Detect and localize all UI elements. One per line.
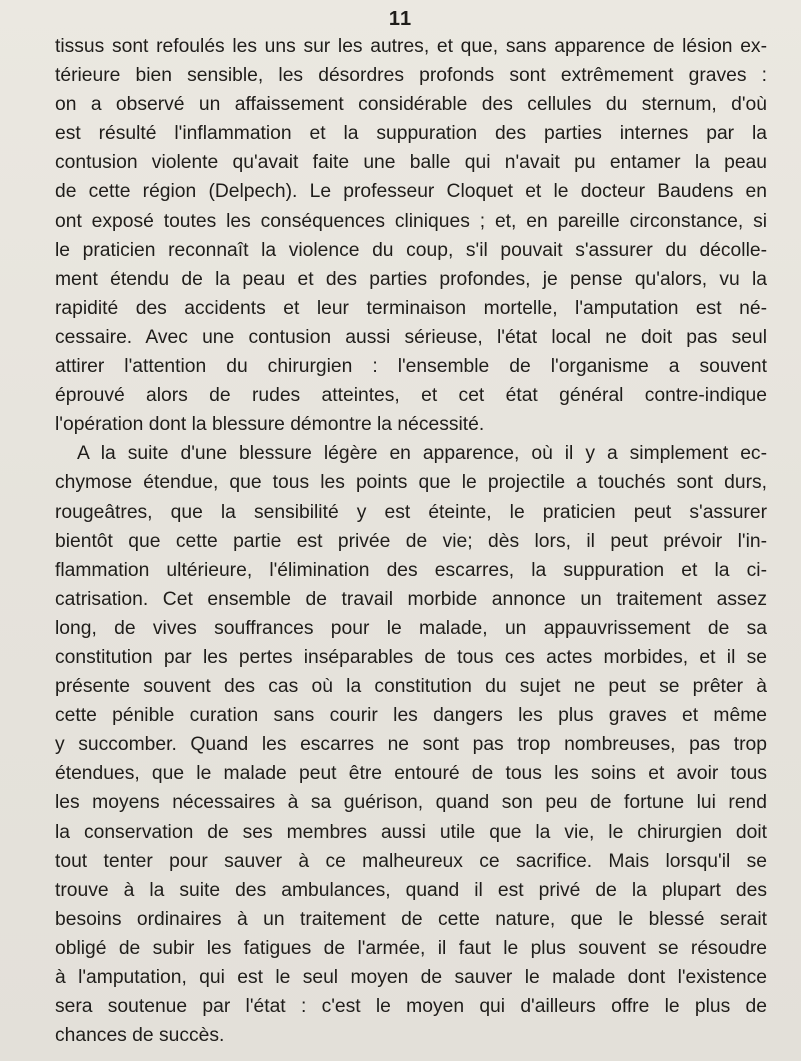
text-line: ment étendu de la peau et des parties profondes, je pense qu'alors, vu la (55, 268, 767, 290)
text-line: la conservation de ses membres aussi utile que la vie, le chirurgien doit (55, 821, 767, 843)
text-line: rapidité des accidents et leur terminaison mortelle, l'amputation est né- (55, 297, 767, 319)
text-line: rougeâtres, que la sensibilité y est éteinte, le praticien peut s'assurer (55, 501, 767, 523)
text-line: térieure bien sensible, les désordres profonds sont extrêmement graves : (55, 65, 767, 87)
text-line: étendues, que le malade peut être entouré de tous les soins et avoir tous (55, 763, 767, 785)
text-line: le praticien reconnaît la violence du coup, s'il pouvait s'assurer du décolle- (55, 239, 767, 261)
text-line: besoins ordinaires à un traitement de cette nature, que le blessé serait (55, 908, 767, 930)
text-line: tout tenter pour sauver à ce malheureux ce sacrifice. Mais lorsqu'il se (55, 850, 767, 872)
text-line: ont exposé toutes les conséquences cliniques ; et, en pareille circonstance, si (55, 210, 767, 232)
text-line: est résulté l'inflammation et la suppuration des parties internes par la (55, 123, 767, 145)
text-line: A la suite d'une blessure légère en apparence, où il y a simplement ec- (77, 443, 767, 465)
text-line: long, de vives souffrances pour le malade, un appauvrissement de sa (55, 617, 767, 639)
text-line: on a observé un affaissement considérable des cellules du sternum, d'où (55, 94, 767, 116)
text-line: l'opération dont la blessure démontre la nécessité. (55, 414, 485, 436)
text-line: attirer l'attention du chirurgien : l'ensemble de l'organisme a souvent (55, 356, 767, 378)
text-line: bientôt que cette partie est privée de vie; dès lors, il peut prévoir l'in- (55, 530, 767, 552)
text-line: contusion violente qu'avait faite une balle qui n'avait pu entamer la peau (55, 152, 767, 174)
text-line: chymose étendue, que tous les points que le projectile a touchés sont durs, (55, 472, 767, 494)
text-line: obligé de subir les fatigues de l'armée, il faut le plus souvent se résoudre (55, 937, 767, 959)
text-line: y succomber. Quand les escarres ne sont pas trop nombreuses, pas trop (55, 734, 767, 756)
text-line: cette pénible curation sans courir les dangers les plus graves et même (55, 705, 767, 727)
text-line: éprouvé alors de rudes atteintes, et cet état général contre-indique (55, 385, 767, 407)
text-line: catrisation. Cet ensemble de travail morbide annonce un traitement assez (55, 588, 767, 610)
text-line: à l'amputation, qui est le seul moyen de sauver le malade dont l'existence (55, 967, 767, 988)
text-line: constitution par les pertes inséparables de tous ces actes morbides, et il se (55, 646, 767, 668)
text-line: tissus sont refoulés les uns sur les autres, et que, sans apparence de lésion ex- (55, 36, 767, 57)
text-line: les moyens nécessaires à sa guérison, quand son peu de fortune lui rend (55, 792, 767, 814)
page-number: 11 (388, 8, 413, 30)
body-text (55, 32, 767, 1050)
text-line: présente souvent des cas où la constitution du sujet ne peut se prêter à (55, 676, 767, 698)
text-line: trouve à la suite des ambulances, quand il est privé de la plupart des (55, 879, 767, 901)
text-line: cessaire. Avec une contusion aussi sérieuse, l'état local ne doit pas seul (55, 326, 767, 348)
text-line: sera soutenue par l'état : c'est le moyen qui d'ailleurs offre le plus de (55, 996, 767, 1018)
text-line: de cette région (Delpech). Le professeur Cloquet et le docteur Baudens en (55, 181, 767, 203)
text-line: flammation ultérieure, l'élimination des escarres, la suppuration et la ci- (55, 559, 767, 581)
text-line: chances de succès. (55, 1025, 225, 1047)
